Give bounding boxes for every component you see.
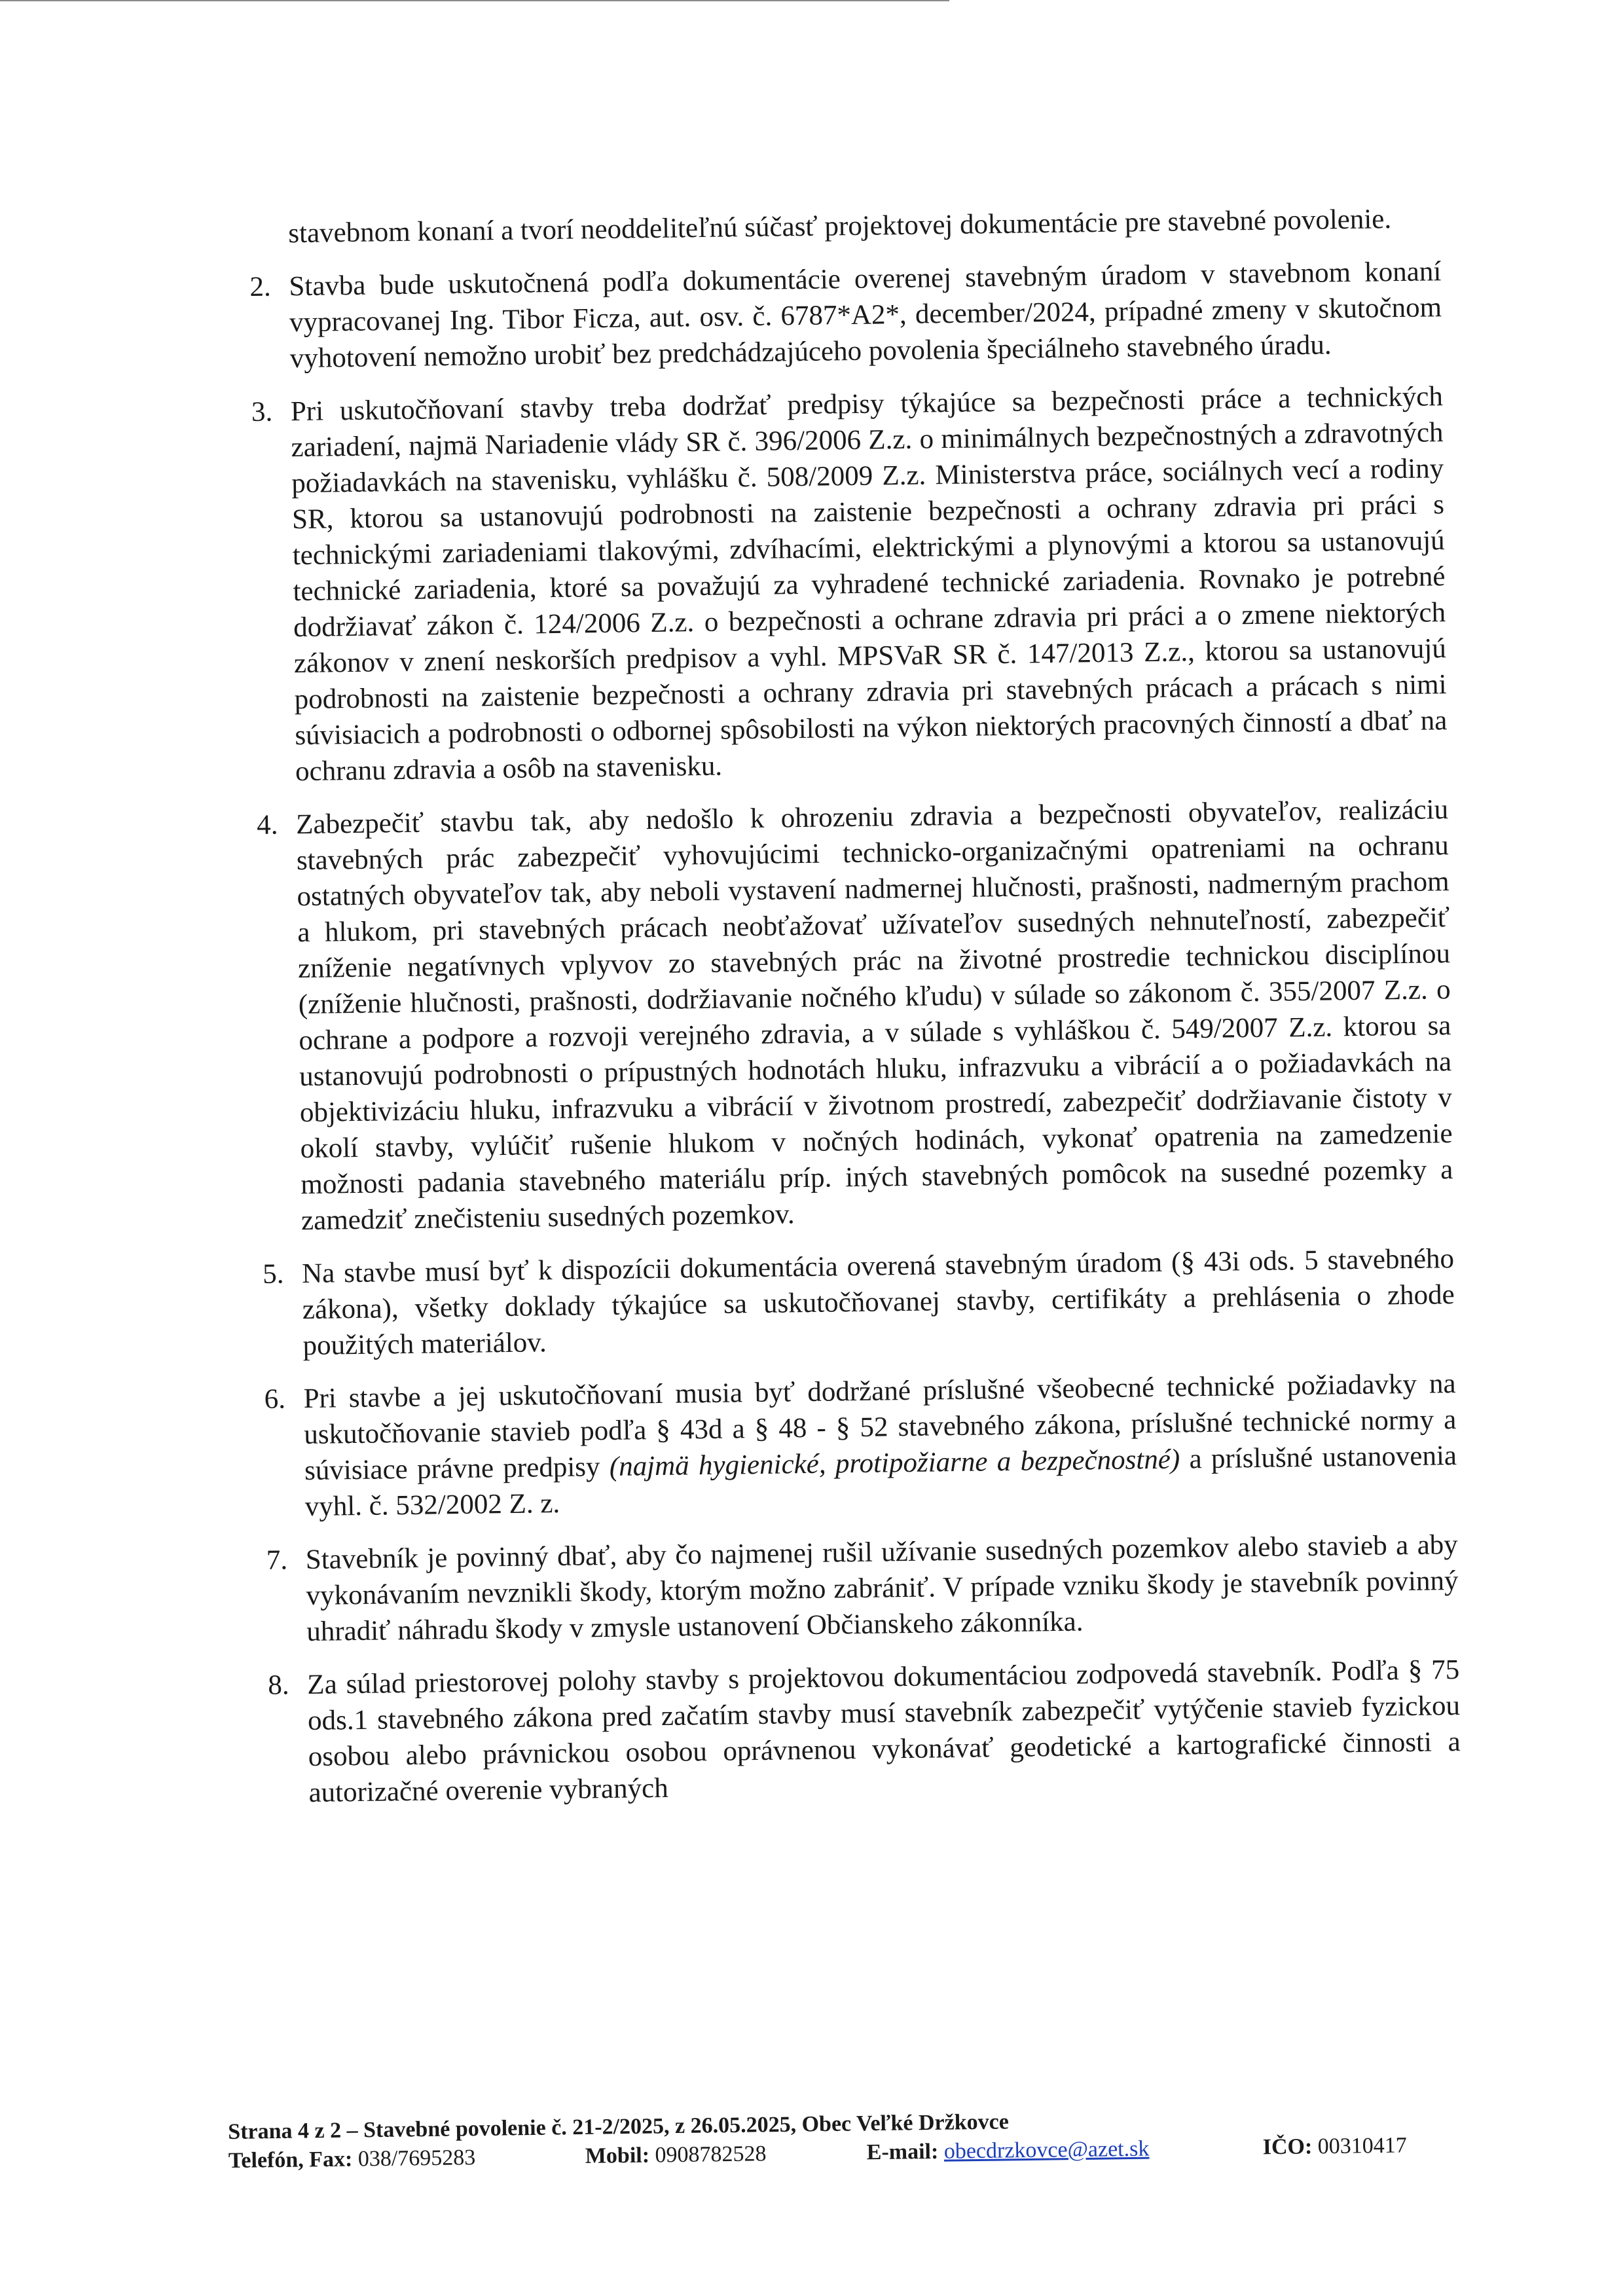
email-link[interactable]: obecdrzkovce@azet.sk: [943, 2136, 1150, 2164]
mobile-value: 0908782528: [649, 2141, 767, 2168]
item-text: Za súlad priestorovej polohy stavby s projektovou dokumentáciou zodpovedá stavebník. Podľa § 75 ods.1 stavebného zákona pred začatím stavby musí stavebník zabezpečiť vytýčenie stavieb fyzickou osobou alebo právnickou osobou oprávnenou vykonávať geodetické a kartografické činnosti a autorizačné overenie vybraných: [307, 1654, 1461, 1809]
item-text-part: Pri stavbe a jej uskutočňovaní musia byť dodržané príslušné všeobecné technické požiadavky na uskutočňovanie stavieb podľa § 43d a § 48 - § 52 stavebného zákona, príslušné technické normy a súvisiace právne predpisy: [303, 1368, 1457, 1487]
footer-email: [866, 2135, 1149, 2168]
item-number: 2.: [249, 271, 271, 302]
document-body: [249, 200, 1461, 1829]
item-text: Na stavbe musí byť k dispozícii dokumentácia overená stavebným úradom (§ 43i ods. 5 stavebného zákona), všetky doklady týkajúce sa uskutočňovanej stavby, certifikáty a prehlásenia o zhode použitých materiálov.: [301, 1243, 1455, 1362]
email-label: E-mail:: [866, 2139, 939, 2165]
mobile-label: Mobil:: [585, 2143, 650, 2168]
condition-item-8: [268, 1652, 1461, 1812]
item-number: 7.: [266, 1544, 288, 1576]
item-text: Pri uskutočňovaní stavby treba dodržať predpisy týkajúce sa bezpečnosti práce a technických zariadení, najmä Nariadenie vlády SR č. 396/2006 Z.z. o minimálnych bezpečnostných a zdravotných požiadavkách na stavenisku, vyhlášku č. 508/2009 Z.z. Ministerstva práce, sociálnych vecí a rodiny SR, ktorou sa ustanovujú podrobnosti na zaistenie bezpečnosti a ochrany zdravia pri práci s technickými zariadeniami tlakovými, zdvíhacími, elektrickými a plynovými a ktorou sa ustanovujú technické zariadenia, ktoré sa považujú za vyhradené technické zariadenia. Rovnako je potrebné dodržiavať zákon č. 124/2006 Z.z. o bezpečnosti a ochrane zdravia pri práci a o zmene niektorých zákonov v znení neskorších predpisov a vyhl. MPSVaR SR č. 147/2013 Z.z., ktorou sa ustanovujú podrobnosti na zaistenie bezpečnosti a ochrany zdravia pri stavebných prácach a prácach s nimi súvisiacich a podrobnosti o odbornej spôsobilosti na výkon niektorých pracovných činností a dbať na ochranu zdravia a osôb na stavenisku.: [290, 381, 1448, 788]
page-footer: [228, 2102, 1440, 2176]
footer-mobile: [585, 2140, 767, 2171]
item-number: 6.: [264, 1383, 286, 1415]
footer-ico: [1262, 2131, 1407, 2162]
condition-item-5: [263, 1241, 1455, 1364]
item-number: 8.: [268, 1669, 289, 1701]
phone-label: Telefón, Fax:: [228, 2147, 353, 2173]
item-number: 4.: [256, 809, 278, 841]
ico-value: 00310417: [1312, 2133, 1408, 2159]
intro-continuation: stavebnom konaní a tvorí neoddeliteľnú súčasť projektovej dokumentácie pre stavebné povolenie.: [288, 204, 1392, 249]
item-text-part: a príslušné ustanovenia vyhl. č. 532/2002 Z. z.: [304, 1440, 1457, 1523]
condition-item-3: [251, 378, 1448, 790]
footer-page-info: Strana 4 z 2 – Stavebné povolenie č. 21-2/2025, z 26.05.2025, Obec Veľké Držkovce: [228, 2109, 1010, 2144]
condition-item-2: [249, 253, 1442, 377]
phone-value: 038/7695283: [352, 2145, 476, 2172]
item-text: [303, 1366, 1457, 1525]
item-text: Stavebník je povinný dbať, aby čo najmenej rušil užívanie susedných pozemkov alebo stavieb a aby vykonávaním nevznikli škody, ktorým možno zabrániť. V prípade vzniku škody je stavebník povinný uhradiť náhradu škody v zmysle ustanovení Občianskeho zákonníka.: [305, 1529, 1459, 1648]
footer-phone: [228, 2143, 476, 2176]
item-text-italic: (najmä hygienické, protipožiarne a bezpečnostné): [609, 1444, 1180, 1482]
condition-item-6: [264, 1366, 1457, 1525]
item-text: Zabezpečiť stavbu tak, aby nedošlo k ohrozeniu zdravia a bezpečnosti obyvateľov, realizáciu stavebných prác zabezpečiť vyhovujúcimi technicko-organizačnými opatreniami na ochranu ostatných obyvateľov tak, aby neboli vystavení nadmernej hlučnosti, prašnosti, nadmerným prachom a hlukom, pri stavebných prácach neobťažovať užívateľov susedných nehnuteľností, zabezpečiť zníženie negatívnych vplyvov zo stavebných prác na životné prostredie technickou disciplínou (zníženie hlučnosti, prašnosti, dodržiavanie nočného kľudu) v súlade so zákonom č. 355/2007 Z.z. o ochrane a podpore a rozvoji verejného zdravia, a v súlade s vyhláškou č. 549/2007 Z.z. ktorou sa ustanovujú podrobnosti o prípustných hodnotách hluku, infrazvuku a vibrácií a o požiadavkách na objektivizáciu hluku, infrazvuku a vibrácií v životnom prostredí, zabezpečiť dodržiavanie čistoty v okolí stavby, vylúčiť rušenie hlukom v nočných hodinách, vykonať opatrenia na zamedzenie možnosti padania stavebného materiálu príp. iných stavebných pomôcok na susedné pozemky a zamedziť znečisteniu susedných pozemkov.: [295, 794, 1453, 1237]
item-number: 3.: [251, 396, 273, 428]
item-number: 5.: [262, 1258, 284, 1290]
top-rule: [0, 0, 949, 1]
item-text: Stavba bude uskutočnená podľa dokumentácie overenej stavebným úradom v stavebnom konaní vypracovanej Ing. Tibor Ficza, aut. osv. č. 6787*A2*, december/2024, prípadné zmeny v skutočnom vyhotovení nemožno urobiť bez predchádzajúceho povolenia špeciálneho stavebného úradu.: [289, 256, 1442, 374]
condition-item-4: [257, 792, 1453, 1239]
condition-item-7: [266, 1527, 1459, 1650]
ico-label: IČO:: [1262, 2134, 1313, 2160]
